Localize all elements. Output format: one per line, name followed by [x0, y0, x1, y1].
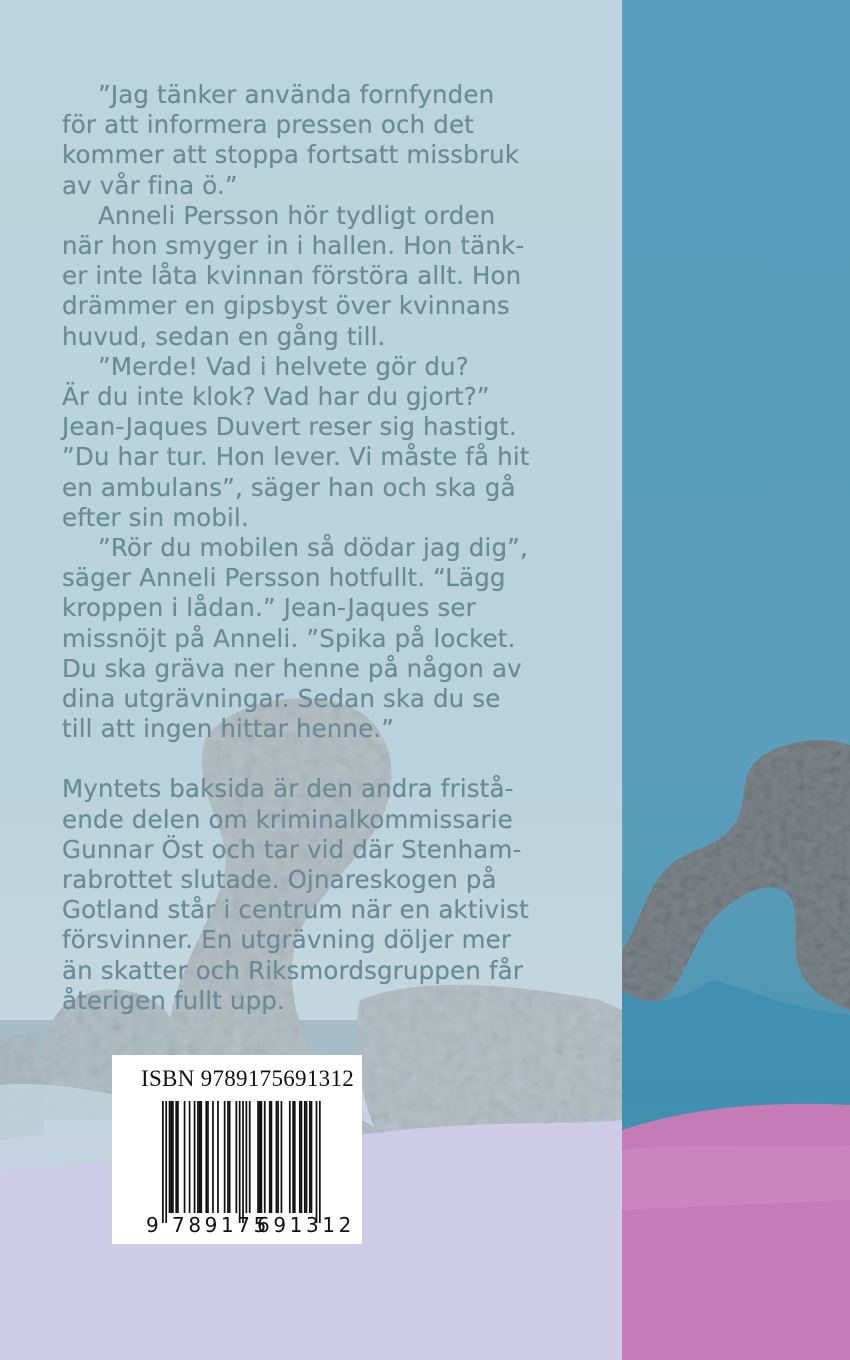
- blurb-line: Gotland står i centrum när en aktivist: [62, 895, 529, 925]
- barcode-bar: [311, 1101, 313, 1213]
- excerpt-line: kommer att stoppa fortsatt missbruk: [62, 140, 520, 170]
- excerpt-line: er inte låta kvinnan förstöra allt. Hon: [62, 261, 522, 291]
- excerpt-line: kroppen i lådan.” Jean-Jaques ser: [62, 593, 476, 623]
- excerpt-line: Jean-Jaques Duvert reser sig hastigt.: [62, 412, 517, 442]
- barcode-bar: [224, 1101, 226, 1213]
- back-cover-text: [62, 80, 582, 1016]
- right-color-strip: [622, 0, 850, 1360]
- barcode-bar: [189, 1101, 191, 1213]
- barcode-bar: [217, 1101, 219, 1213]
- isbn-digits-right: 691312: [257, 1213, 355, 1237]
- isbn-barcode-box: [112, 1055, 362, 1244]
- barcode-bar: [319, 1101, 321, 1223]
- excerpt-line: efter sin mobil.: [62, 502, 249, 532]
- barcode-bar: [246, 1101, 248, 1213]
- barcode-bar: [169, 1101, 171, 1213]
- barcode-bar: [294, 1101, 296, 1213]
- excerpt-line: en ambulans”, säger han och ska gå: [62, 472, 516, 502]
- excerpt-line: drämmer en gipsbyst över kvinnans: [62, 291, 510, 321]
- barcode-bar: [261, 1101, 263, 1213]
- barcode-bar: [277, 1101, 279, 1213]
- blurb-line: försvinner. En utgrävning döljer mer: [62, 925, 512, 955]
- barcode-bar: [269, 1101, 271, 1213]
- excerpt-line: när hon smyger in i hallen. Hon tänk-: [62, 231, 525, 261]
- barcode-bar: [235, 1101, 237, 1213]
- excerpt-line: till att ingen hittar henne.”: [62, 714, 395, 744]
- barcode-bar: [177, 1101, 179, 1213]
- barcode-bar: [175, 1101, 177, 1213]
- grey-rock: [622, 740, 850, 1010]
- barcode-bar: [227, 1101, 229, 1213]
- excerpt-line: missnöjt på Anneli. ”Spika på locket.: [62, 623, 516, 653]
- barcode-bar: [165, 1101, 167, 1223]
- barcode-bar: [276, 1101, 278, 1213]
- barcode-bar: [172, 1101, 174, 1213]
- barcode-bar: [194, 1101, 196, 1213]
- barcode-bar: [292, 1101, 294, 1213]
- excerpt-line: ”Du har tur. Hon lever. Vi måste få hit: [62, 442, 530, 472]
- barcode-bar: [264, 1101, 266, 1213]
- barcode-bar: [271, 1101, 273, 1213]
- isbn-label: ISBN 9789175691312: [141, 1066, 355, 1091]
- barcode-bar: [257, 1101, 259, 1213]
- saturated-rock-scene: [622, 0, 850, 1360]
- isbn-digits-left: 789175: [172, 1213, 270, 1237]
- barcode-bar: [281, 1101, 283, 1213]
- excerpt-line: Anneli Persson hör tydligt orden: [98, 200, 496, 230]
- excerpt-line: säger Anneli Persson hotfullt. “Lägg: [62, 563, 506, 593]
- blurb-line: än skatter och Riksmordsgruppen får: [62, 955, 523, 985]
- blurb-line: återigen fullt upp.: [62, 985, 285, 1015]
- barcode-bar: [301, 1101, 303, 1213]
- excerpt-line: dina utgrävningar. Sedan ska du se: [62, 684, 501, 714]
- excerpt-line: ”Rör du mobilen så dödar jag dig”,: [98, 533, 528, 563]
- barcode-bar: [199, 1101, 201, 1213]
- barcode-bar: [212, 1101, 214, 1213]
- flower-field: [622, 1104, 850, 1360]
- blurb-line: ende delen om kriminalkommissarie: [62, 804, 513, 834]
- barcode-bar: [239, 1101, 241, 1223]
- excerpt-line: av vår fina ö.”: [62, 170, 238, 200]
- barcode-bar: [229, 1101, 231, 1213]
- barcode-bar: [309, 1101, 311, 1213]
- barcode-bar: [207, 1101, 209, 1213]
- barcode-bar: [205, 1101, 207, 1213]
- barcode-bar: [259, 1101, 261, 1213]
- blurb-line: Gunnar Öst och tar vid där Stenham-: [62, 834, 522, 864]
- barcode-bar: [242, 1101, 244, 1223]
- barcode-bar: [197, 1101, 199, 1213]
- barcode-bar: [289, 1101, 291, 1213]
- barcode-bar: [304, 1101, 306, 1213]
- excerpt-line: för att informera pressen och det: [62, 110, 474, 140]
- excerpt-line: Är du inte klok? Vad har du gjort?”: [62, 382, 490, 412]
- barcode-bar: [306, 1101, 308, 1213]
- blurb-line: Myntets baksida är den andra fristå-: [62, 774, 514, 804]
- excerpt-line: ”Merde! Vad i helvete gör du?: [98, 351, 469, 381]
- excerpt-line: Du ska gräva ner henne på någon av: [62, 653, 522, 683]
- barcode-bar: [200, 1101, 202, 1213]
- isbn-digit-first: 9: [146, 1213, 159, 1237]
- barcode-bar: [170, 1101, 172, 1213]
- barcode-bar: [184, 1101, 186, 1213]
- excerpt-line: ”Jag tänker använda fornfynden: [98, 80, 495, 109]
- barcode-bar: [162, 1101, 164, 1223]
- barcode-bar: [316, 1101, 318, 1223]
- barcode-bar: [249, 1101, 251, 1213]
- excerpt-line: huvud, sedan en gång till.: [62, 321, 386, 351]
- blurb-line: rabrottet slutade. Ojnareskogen på: [62, 865, 497, 895]
- barcode-bar: [299, 1101, 301, 1213]
